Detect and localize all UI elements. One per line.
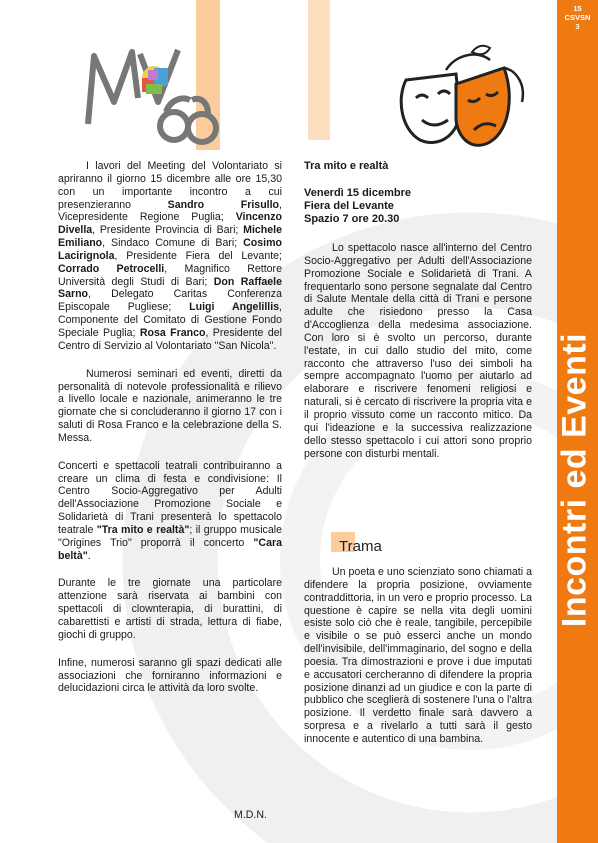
page-number: 15 CSVSN 3 (564, 4, 591, 31)
plot-paragraph: Un poeta e uno scienziato sono chiamati a difendere la propria posizione, ovviamente contraddittoria, in un vero e proprio processo. La questione è capire se nella vita degli uomini esiste solo ciò che è reale, tangibile, percepibile e visibile o se può esserci anche un mondo dell'invisibile, dell'immaginario, del sogno e della poesia. Tra dimostrazioni e prove i due imputati e accusatori cercheranno di difendere la propria posizione dinanzi ad un giudice e con la parte di pubblico che sceglierà di sostenere l'una o l'altra posizione. Il verdetto finale sarà davvero a sorpresa e a rivelarlo a tutti sarà il gesto innocente e autentico di una bambina. (304, 566, 532, 745)
subheading-trama: Trama (339, 538, 382, 555)
theatre-masks-icon (386, 40, 536, 158)
associations-paragraph: Infine, numerosi saranno gli spazi dedicati alle associazioni che forniranno informazioni e delucidazioni circa le attività da loro svolte. (58, 656, 282, 695)
text-run: , Componente del Comitato di Gestione Fondo Speciale Puglia; (58, 301, 282, 339)
text-run: , Vicepresidente Regione Puglia; (58, 198, 282, 224)
text-run: I lavori del Meeting del Volontariato si apriranno il giorno 15 dicembre alle ore 15,30 con un importante incontro a cui presenzieranno (58, 160, 282, 211)
bold-name: "Cara beltà" (58, 536, 282, 562)
text-run: . (87, 549, 91, 562)
bold-name: Corrado Petrocelli (58, 262, 165, 275)
bold-name: Vincenzo Divella (58, 211, 282, 237)
bold-name: Luigi Angelillis (189, 301, 280, 314)
text-run: , Presidente del Centro di Servizio al Volontariato "San Nicola". (58, 326, 282, 352)
bold-name: Cosimo Lacirignola (58, 237, 282, 262)
seminars-paragraph: Numerosi seminari ed eventi, diretti da personalità di notevole professionalità e rilievo a livello locale e nazionale, animeranno le tre giornate che si concluderanno il giorno 17 con i saluti di Rosa Franco e la celebrazione della S. Messa. (58, 367, 282, 444)
text-run: , Magnifico Rettore Università degli Studi di Bari; (58, 262, 282, 288)
plot-column (304, 566, 532, 761)
text-run: ; il gruppo musicale "Origines Trio" proporrà il concerto (58, 523, 282, 549)
text-run: , Delegato Caritas Conferenza Episcopale Pugliese; (58, 288, 282, 314)
text-run: , Presidente Fiera del Levante; (114, 249, 282, 262)
children-paragraph: Durante le tre giornate una particolare attenzione sarà riservata ai bambini con spettacoli di clownterapia, di burattini, di cabarettisti e artisti di strada, lettura di fiabe, giochi di gruppo. (58, 577, 282, 641)
text-run: , Sindaco Comune di Bari; (102, 237, 244, 250)
intro-paragraph (58, 160, 282, 353)
show-description: Lo spettacolo nasce all'interno del Centro Socio-Aggregativo per Adulti dell'Associazione Promozione Sociale e Solidarietà di Trani. A frequentarlo sono persone segnalate dal Centro di Salute Mentale della città di Trani e persone adulte che risiedono presso la Casa d'Accoglienza della medesima associazione. Con loro si è svolto un percorso, durante l'estate, in cui dallo studio del mito, come racconto che attraverso l'uso dei simboli ha sempre accompagnato l'uomo per aiutarlo ad elaborare e riscrivere fenomeni religiosi e naturali, si è cercato di riscrivere la propria vita e il proprio vissuto come un racconto mitico. Da qui l'ideazione e la successiva realizzazione dello stesso spettacolo i cui attori sono proprio persone con disturbi mentali. (304, 242, 532, 460)
left-column (58, 160, 282, 710)
text-run: Concerti e spettacoli teatrali contribuiranno a creare un clima di festa e condivisione: Il Centro Socio-Aggregativo per Adulti dell'Associazione Promozione Sociale e Solidarietà di Trani presenterà lo spettacolo teatrale (58, 459, 282, 536)
section-title: Incontri ed Eventi (555, 332, 594, 628)
bold-name: "Tra mito e realtà" (96, 523, 190, 536)
text-run: , Presidente Provincia di Bari; (92, 224, 244, 237)
event-place: Fiera del Levante (304, 200, 394, 212)
bold-name: Don Raffaele Sarno (58, 275, 282, 301)
event-date: Venerdì 15 dicembre (304, 187, 411, 199)
event-title: Tra mito e realtà (304, 160, 389, 172)
right-column (304, 160, 532, 475)
bold-name: Michele Emiliano (58, 224, 282, 250)
author-signature: M.D.N. (234, 809, 267, 821)
event-time: Spazio 7 ore 20.30 (304, 213, 400, 225)
concerts-paragraph (58, 460, 282, 563)
mv06-logo (80, 40, 220, 150)
bold-name: Sandro Frisullo (167, 198, 280, 211)
bold-name: Rosa Franco (139, 326, 206, 339)
